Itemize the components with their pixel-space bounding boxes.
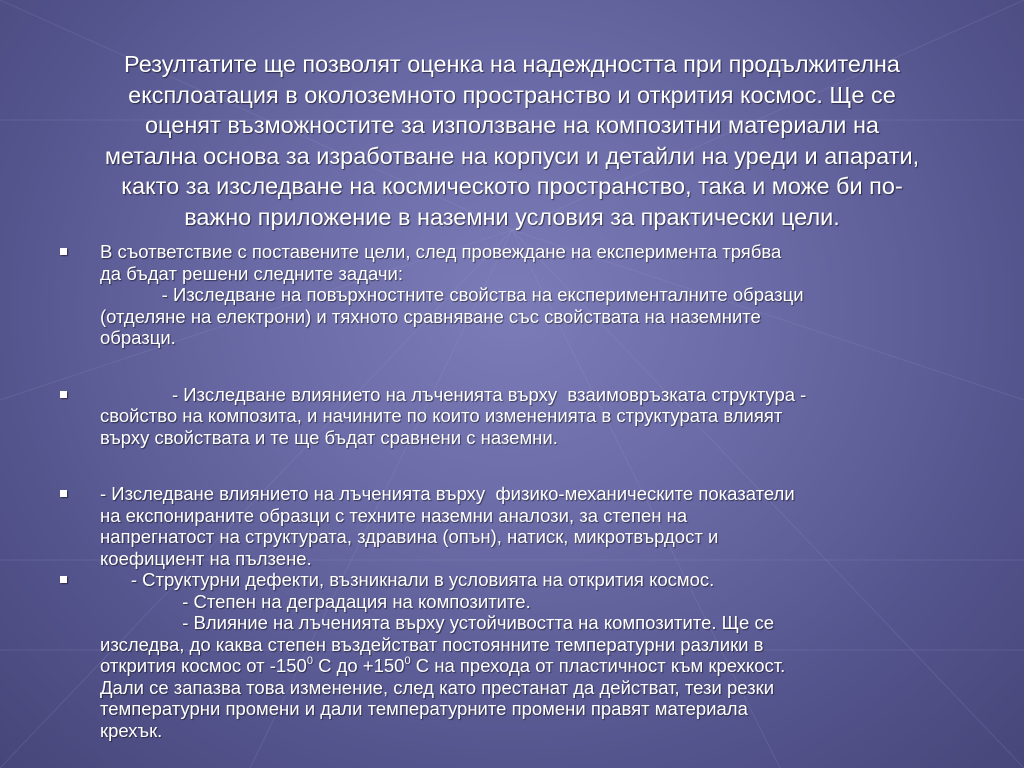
bullet-item — [60, 241, 990, 349]
bullet-line: на експонираните образци с техните наземни аналози, за степен на — [100, 504, 688, 526]
bullet-line: свойство на композита, и начините по които измененията в структурата влияят — [100, 405, 783, 426]
bullet-item — [60, 483, 990, 569]
bullet-line: В съответствие с поставените цели, след провеждане на експеримента трябва — [100, 241, 782, 262]
bullet-line: - Изследване на повърхностните свойства на експерименталните образци — [100, 284, 804, 305]
bullet-line: образци. — [100, 327, 176, 348]
title-line: както за изследване на космическото пространство, така и може би по- — [121, 173, 903, 199]
bullet-line: напрегнатост на структурата, здравина (опън), натиск, микротвърдост и — [100, 526, 719, 547]
bullet-line: крехък. — [100, 719, 163, 741]
bullet-line: - Изследване влиянието на лъченията върху физико-механическите показатели — [100, 483, 795, 504]
title-line: метална основа за изработване на корпуси и детайли на уреди и апарати, — [104, 142, 920, 169]
title-line: оценят възможностите за използване на композитни материали на — [144, 112, 879, 138]
bullet-line: - Структурни дефекти, възникнали в условията на открития космос. — [100, 569, 715, 590]
square-bullet-icon — [60, 391, 67, 398]
degree-superscript: 0 — [306, 654, 313, 667]
bullet-list — [60, 241, 990, 741]
title-line: важно приложение в наземни условия за практически цели. — [184, 203, 840, 230]
text-segment: открития космос от -150 — [100, 655, 307, 676]
bullet-line: изследва, до каква степен въздействат постоянните температурни разлики в — [100, 633, 764, 655]
title-line: Резултатите ще позволят оценка на надеждността при продължителна — [124, 51, 900, 77]
bullet-line: Дали се запазва това изменение, след като престанат да действат, тези резки — [100, 676, 775, 698]
bullet-line: коефициент на пълзене. — [100, 547, 312, 569]
text-segment: С на прехода от пластичност към крехкост. — [410, 655, 786, 676]
bullet-line: - Изследване влиянието на лъченията върху взаимовръзката структура - — [100, 383, 807, 405]
square-bullet-icon — [60, 576, 67, 583]
bullet-line: температурни промени и дали температурните промени правят материала — [100, 698, 748, 719]
bullet-line: - Степен на деградация на композитите. — [100, 590, 531, 612]
bullet-line — [100, 655, 990, 677]
title-line: експлоатация в околоземното пространство и открития космос. Ще се — [128, 81, 896, 108]
degree-superscript: 0 — [404, 654, 411, 667]
bullet-line: да бъдат решени следните задачи: — [100, 262, 403, 284]
bullet-line: (отделяне на електрони) и тяхното сравняване със свойствата на наземните — [100, 305, 761, 327]
bullet-line: - Влияние на лъченията върху устойчивостта на композитите. Ще се — [100, 612, 774, 633]
square-bullet-icon — [60, 248, 67, 255]
square-bullet-icon — [60, 490, 67, 497]
bullet-line: върху свойствата и те ще бъдат сравнени с наземни. — [100, 426, 558, 448]
bullet-item — [60, 569, 990, 741]
text-segment: С до +150 — [312, 655, 405, 676]
slide-title — [40, 49, 984, 232]
bullet-item — [60, 384, 990, 449]
